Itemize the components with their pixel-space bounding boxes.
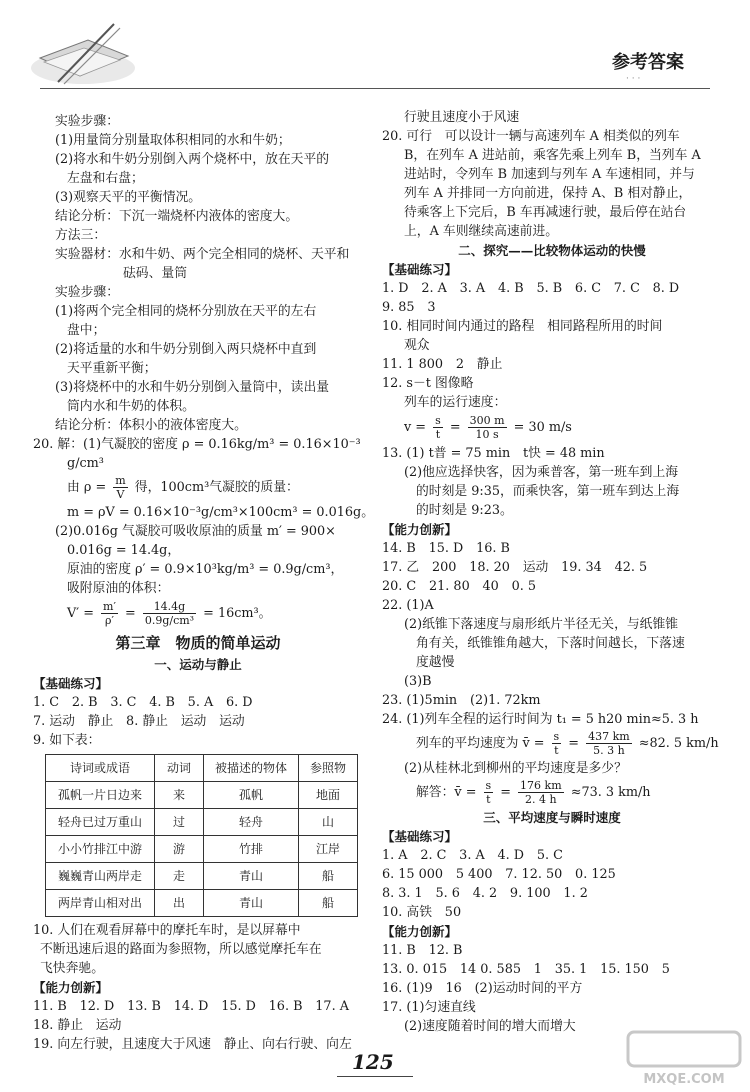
numerator: m	[115, 474, 126, 487]
text-line: 左盘和右盘；	[67, 171, 144, 186]
text-line: 砝码、量筒	[123, 266, 187, 281]
answer-line: 列车的运行速度：	[404, 395, 507, 410]
chapter-title: 第三章 物质的简单运动	[115, 634, 281, 652]
answer-line: 11. B 12. D 13. B 14. D 15. D 16. B 17. A	[33, 999, 349, 1014]
denominator: 5. 3 h	[593, 744, 625, 757]
answer-line: (2)速度随着时间的增大而增大	[404, 1019, 576, 1034]
formula-text: =	[568, 736, 580, 751]
table-row	[46, 863, 358, 890]
table-cell: 竹排	[204, 836, 299, 863]
page-number-underline	[337, 1076, 413, 1077]
header-dots: · · ·	[626, 74, 641, 84]
answer-line: 度越慢	[416, 655, 455, 670]
book-pen-logo	[28, 18, 138, 90]
text-line: (3)观察天平的平衡情况。	[55, 190, 202, 205]
answer-line: 24. (1)列车全程的运行时间为 t₁ = 5 h20 min≈5. 3 h	[382, 712, 699, 727]
answer-line: 1. D 2. A 3. A 4. B 5. B 6. C 7. C 8. D	[382, 281, 680, 296]
table-cell: 出	[155, 890, 204, 917]
text-line: 盘中；	[67, 323, 106, 338]
table-row	[46, 890, 358, 917]
numerator: 176 km	[520, 779, 562, 792]
text-line: 方法三：	[55, 228, 107, 243]
text-line: 实验步骤：	[55, 285, 119, 300]
fraction	[586, 730, 632, 757]
answer-line: 10. 高铁 50	[382, 905, 462, 920]
table-cell: 来	[155, 782, 204, 809]
answer-line: 14. B 15. D 16. B	[382, 541, 510, 556]
table-cell: 小小竹排江中游	[46, 836, 155, 863]
table-cell: 游	[155, 836, 204, 863]
watermark-stamp	[624, 1028, 744, 1088]
subsection-label: 【基础练习】	[382, 262, 458, 277]
fraction	[143, 600, 196, 627]
formula-text: =	[500, 785, 511, 800]
text-line: (3)将烧杯中的水和牛奶分别倒入量筒中，读出量	[55, 380, 330, 395]
answer-line: 观众	[404, 338, 430, 353]
answer-line: 19. 向左行驶，且速度大于风速 静止、向右行驶、向左	[33, 1037, 352, 1052]
poem-reference-table	[45, 754, 358, 917]
text-line: (1)用量筒分别量取体积相同的水和牛奶；	[55, 133, 291, 148]
answer-line: (2)从桂林北到柳州的平均速度是多少？	[404, 761, 627, 776]
answer-line: 进站时，令列车 B 加速到与列车 A 车速相同，并与	[404, 167, 695, 182]
answer-line: 11. 1 800 2 静止	[382, 357, 503, 372]
answer-line: 的时刻是 9:35，而乘快客，第一班车到达上海	[416, 484, 680, 499]
denominator: t	[486, 793, 491, 806]
table-cell: 孤帆一片日边来	[46, 782, 155, 809]
answer-line: 9. 85 3	[382, 300, 436, 315]
formula-line	[33, 598, 363, 630]
formula-line	[382, 778, 722, 808]
text-line: 吸附原油的体积：	[67, 581, 170, 596]
table-row	[46, 782, 358, 809]
table-header-cell: 诗词或成语	[46, 755, 155, 782]
right-column	[382, 108, 722, 1036]
denominator: V	[116, 488, 125, 501]
answer-line: 23. (1)5min (2)1. 72km	[382, 693, 541, 708]
table-cell: 山	[299, 809, 358, 836]
answer-line: (2)他应选择快客，因为乘普客，第一班车到上海	[404, 465, 679, 480]
answer-line: (3)B	[404, 674, 432, 689]
answer-line: 飞快奔驰。	[40, 961, 104, 976]
answer-line: 不断迅速后退的路面为参照物，所以感觉摩托车在	[40, 942, 322, 957]
formula-text: 列车的平均速度为 v̄ =	[416, 736, 545, 751]
header-divider	[40, 88, 710, 89]
header-title: 参考答案	[612, 52, 684, 73]
fraction	[484, 779, 494, 806]
answer-line: 列车 A 并排同一方向前进，保持 A、B 相对静止，	[404, 186, 692, 201]
table-cell: 江岸	[299, 836, 358, 863]
numerator: 14.4g	[143, 600, 196, 614]
denominator: t	[435, 428, 441, 441]
text-line: 结论分析：下沉一端烧杯内液体的密度大。	[55, 209, 299, 224]
text-line: 实验器材：水和牛奶、两个完全相同的烧杯、天平和	[55, 247, 350, 262]
formula-text: ≈82. 5 km/h	[638, 736, 719, 751]
page-number: 125	[352, 1050, 394, 1074]
answer-line: 13. (1) t普 = 75 min t快 = 48 min	[382, 446, 605, 461]
answer-line: 7. 运动 静止 8. 静止 运动 运动	[33, 714, 245, 729]
question-20: 20. 解：(1)气凝胶的密度 ρ = 0.16kg/m³ = 0.16×10⁻³	[33, 437, 361, 452]
formula-text: 得，100cm³气凝胶的质量：	[134, 480, 299, 495]
numerator: s	[435, 414, 441, 427]
text-line: (1)将两个完全相同的烧杯分别放在天平的左右	[55, 304, 317, 319]
denominator: 0.9g/cm³	[144, 614, 195, 627]
section-title: 一、运动与静止	[154, 657, 242, 672]
answer-line: 18. 静止 运动	[33, 1018, 122, 1033]
answer-line: 12. s－t 图像略	[382, 376, 474, 391]
answer-line: 11. B 12. B	[382, 943, 463, 958]
denominator: t	[554, 744, 559, 757]
table-cell: 两岸青山相对出	[46, 890, 155, 917]
section-title: 二、探究——比较物体运动的快慢	[458, 243, 646, 258]
answer-line: 的时刻是 9:23。	[416, 503, 513, 518]
formula-text: = 16cm³。	[203, 606, 272, 621]
answer-line: 6. 15 000 5 400 7. 12. 50 0. 125	[382, 867, 616, 882]
formula-line	[33, 473, 363, 503]
answer-line: 上，A 车则继续高速前进。	[404, 224, 559, 239]
denominator: ρ′	[105, 614, 114, 627]
table-row	[46, 836, 358, 863]
answer-line: 10. 人们在观看屏幕中的摩托车时，是以屏幕中	[33, 923, 301, 938]
denominator: 2. 4 h	[525, 793, 557, 806]
text-line: m = ρV = 0.16×10⁻³g/cm³×100cm³ = 0.016g。	[67, 505, 374, 520]
answer-line: 17. 乙 200 18. 20 运动 19. 34 42. 5	[382, 560, 648, 575]
text-line: 0.016g = 14.4g，	[67, 543, 181, 558]
table-cell: 青山	[204, 890, 299, 917]
formula-text: = 30 m/s	[513, 420, 572, 435]
formula-text: ≈73. 3 km/h	[570, 785, 651, 800]
section-title: 三、平均速度与瞬时速度	[483, 810, 621, 825]
subsection-label: 【能力创新】	[382, 522, 458, 537]
left-column	[33, 112, 374, 1054]
table-cell: 青山	[204, 863, 299, 890]
fraction	[552, 730, 562, 757]
table-cell: 孤帆	[204, 782, 299, 809]
table-cell: 船	[299, 863, 358, 890]
table-row	[46, 809, 358, 836]
formula-line	[382, 412, 722, 444]
answer-line: 20. C 21. 80 40 0. 5	[382, 579, 537, 594]
table-cell: 过	[155, 809, 204, 836]
text-line: (2)0.016g 气凝胶可吸收原油的质量 m′ = 900×	[55, 524, 336, 539]
formula-text: =	[449, 420, 461, 435]
text-line: g/cm³	[67, 456, 104, 471]
answer-line: 10. 相同时间内通过的路程 相同路程所用的时间	[382, 319, 663, 334]
answer-line: 9. 如下表：	[33, 733, 101, 748]
fraction	[433, 414, 443, 441]
text-line: 实验步骤：	[55, 114, 119, 129]
table-cell: 走	[155, 863, 204, 890]
numerator: s	[485, 779, 492, 792]
text-line: (2)将水和牛奶分别倒入两个烧杯中，放在天平的	[55, 152, 330, 167]
watermark-text: MXQE.COM	[643, 1072, 725, 1087]
answer-line: 22. (1)A	[382, 598, 434, 613]
text-line: 原油的密度 ρ′ = 0.9×10³kg/m³ = 0.9g/cm³，	[67, 562, 344, 577]
subsection-label: 【能力创新】	[382, 924, 458, 939]
text-line: 结论分析：体积小的液体密度大。	[55, 418, 247, 433]
formula-text: 解答：v̄ =	[416, 785, 477, 800]
answer-line: 13. 0. 015 14 0. 585 1 35. 1 15. 150 5	[382, 962, 670, 977]
table-cell: 轻舟已过万重山	[46, 809, 155, 836]
table-cell: 船	[299, 890, 358, 917]
subsection-label: 【能力创新】	[33, 980, 109, 995]
table-header-cell: 参照物	[299, 755, 358, 782]
answer-line: (2)纸锥下落速度与扇形纸片半径无关，与纸锥锥	[404, 617, 679, 632]
answer-line: B，在列车 A 进站前，乘客先乘上列车 B，当列车 A	[404, 148, 701, 163]
answer-line: 16. (1)9 16 (2)运动时间的平方	[382, 981, 583, 996]
table-header-row	[46, 755, 358, 782]
table-cell: 巍巍青山两岸走	[46, 863, 155, 890]
table-header-cell: 被描述的物体	[204, 755, 299, 782]
numerator: s	[553, 730, 560, 743]
table-header-cell: 动词	[155, 755, 204, 782]
answer-line: 待乘客上下完后，B 车再减速行驶，最后停在站台	[404, 205, 687, 220]
fraction	[468, 414, 507, 441]
numerator: 300 m	[469, 414, 505, 427]
table-cell: 轻舟	[204, 809, 299, 836]
table-cell: 地面	[299, 782, 358, 809]
answer-line: 1. A 2. C 3. A 4. D 5. C	[382, 848, 563, 863]
subsection-label: 【基础练习】	[382, 829, 458, 844]
answer-line: 8. 3. 1 5. 6 4. 2 9. 100 1. 2	[382, 886, 588, 901]
text-line: 筒内水和牛奶的体积。	[67, 399, 195, 414]
formula-text: V′ =	[67, 606, 94, 621]
answer-line: 行驶且速度小于风速	[404, 110, 520, 125]
denominator: 10 s	[475, 428, 499, 441]
fraction	[101, 600, 118, 627]
answer-line: 1. C 2. B 3. C 4. B 5. A 6. D	[33, 695, 253, 710]
fraction	[113, 474, 127, 501]
formula-text: 由 ρ =	[67, 480, 107, 495]
answer-line: 角有关，纸锥锥角越大，下落时间越长，下落速	[416, 636, 685, 651]
formula-text: v =	[404, 420, 427, 435]
subsection-label: 【基础练习】	[33, 676, 109, 691]
text-line: 天平重新平衡；	[67, 361, 157, 376]
fraction	[518, 779, 564, 806]
text-line: (2)将适量的水和牛奶分别倒入两只烧杯中直到	[55, 342, 317, 357]
answer-line: 20. 可行 可以设计一辆与高速列车 A 相类似的列车	[382, 129, 680, 144]
answer-line: 17. (1)匀速直线	[382, 1000, 476, 1015]
numerator: 437 km	[588, 730, 630, 743]
numerator: m′	[103, 600, 116, 613]
formula-text: =	[125, 606, 136, 621]
formula-line	[382, 729, 722, 759]
